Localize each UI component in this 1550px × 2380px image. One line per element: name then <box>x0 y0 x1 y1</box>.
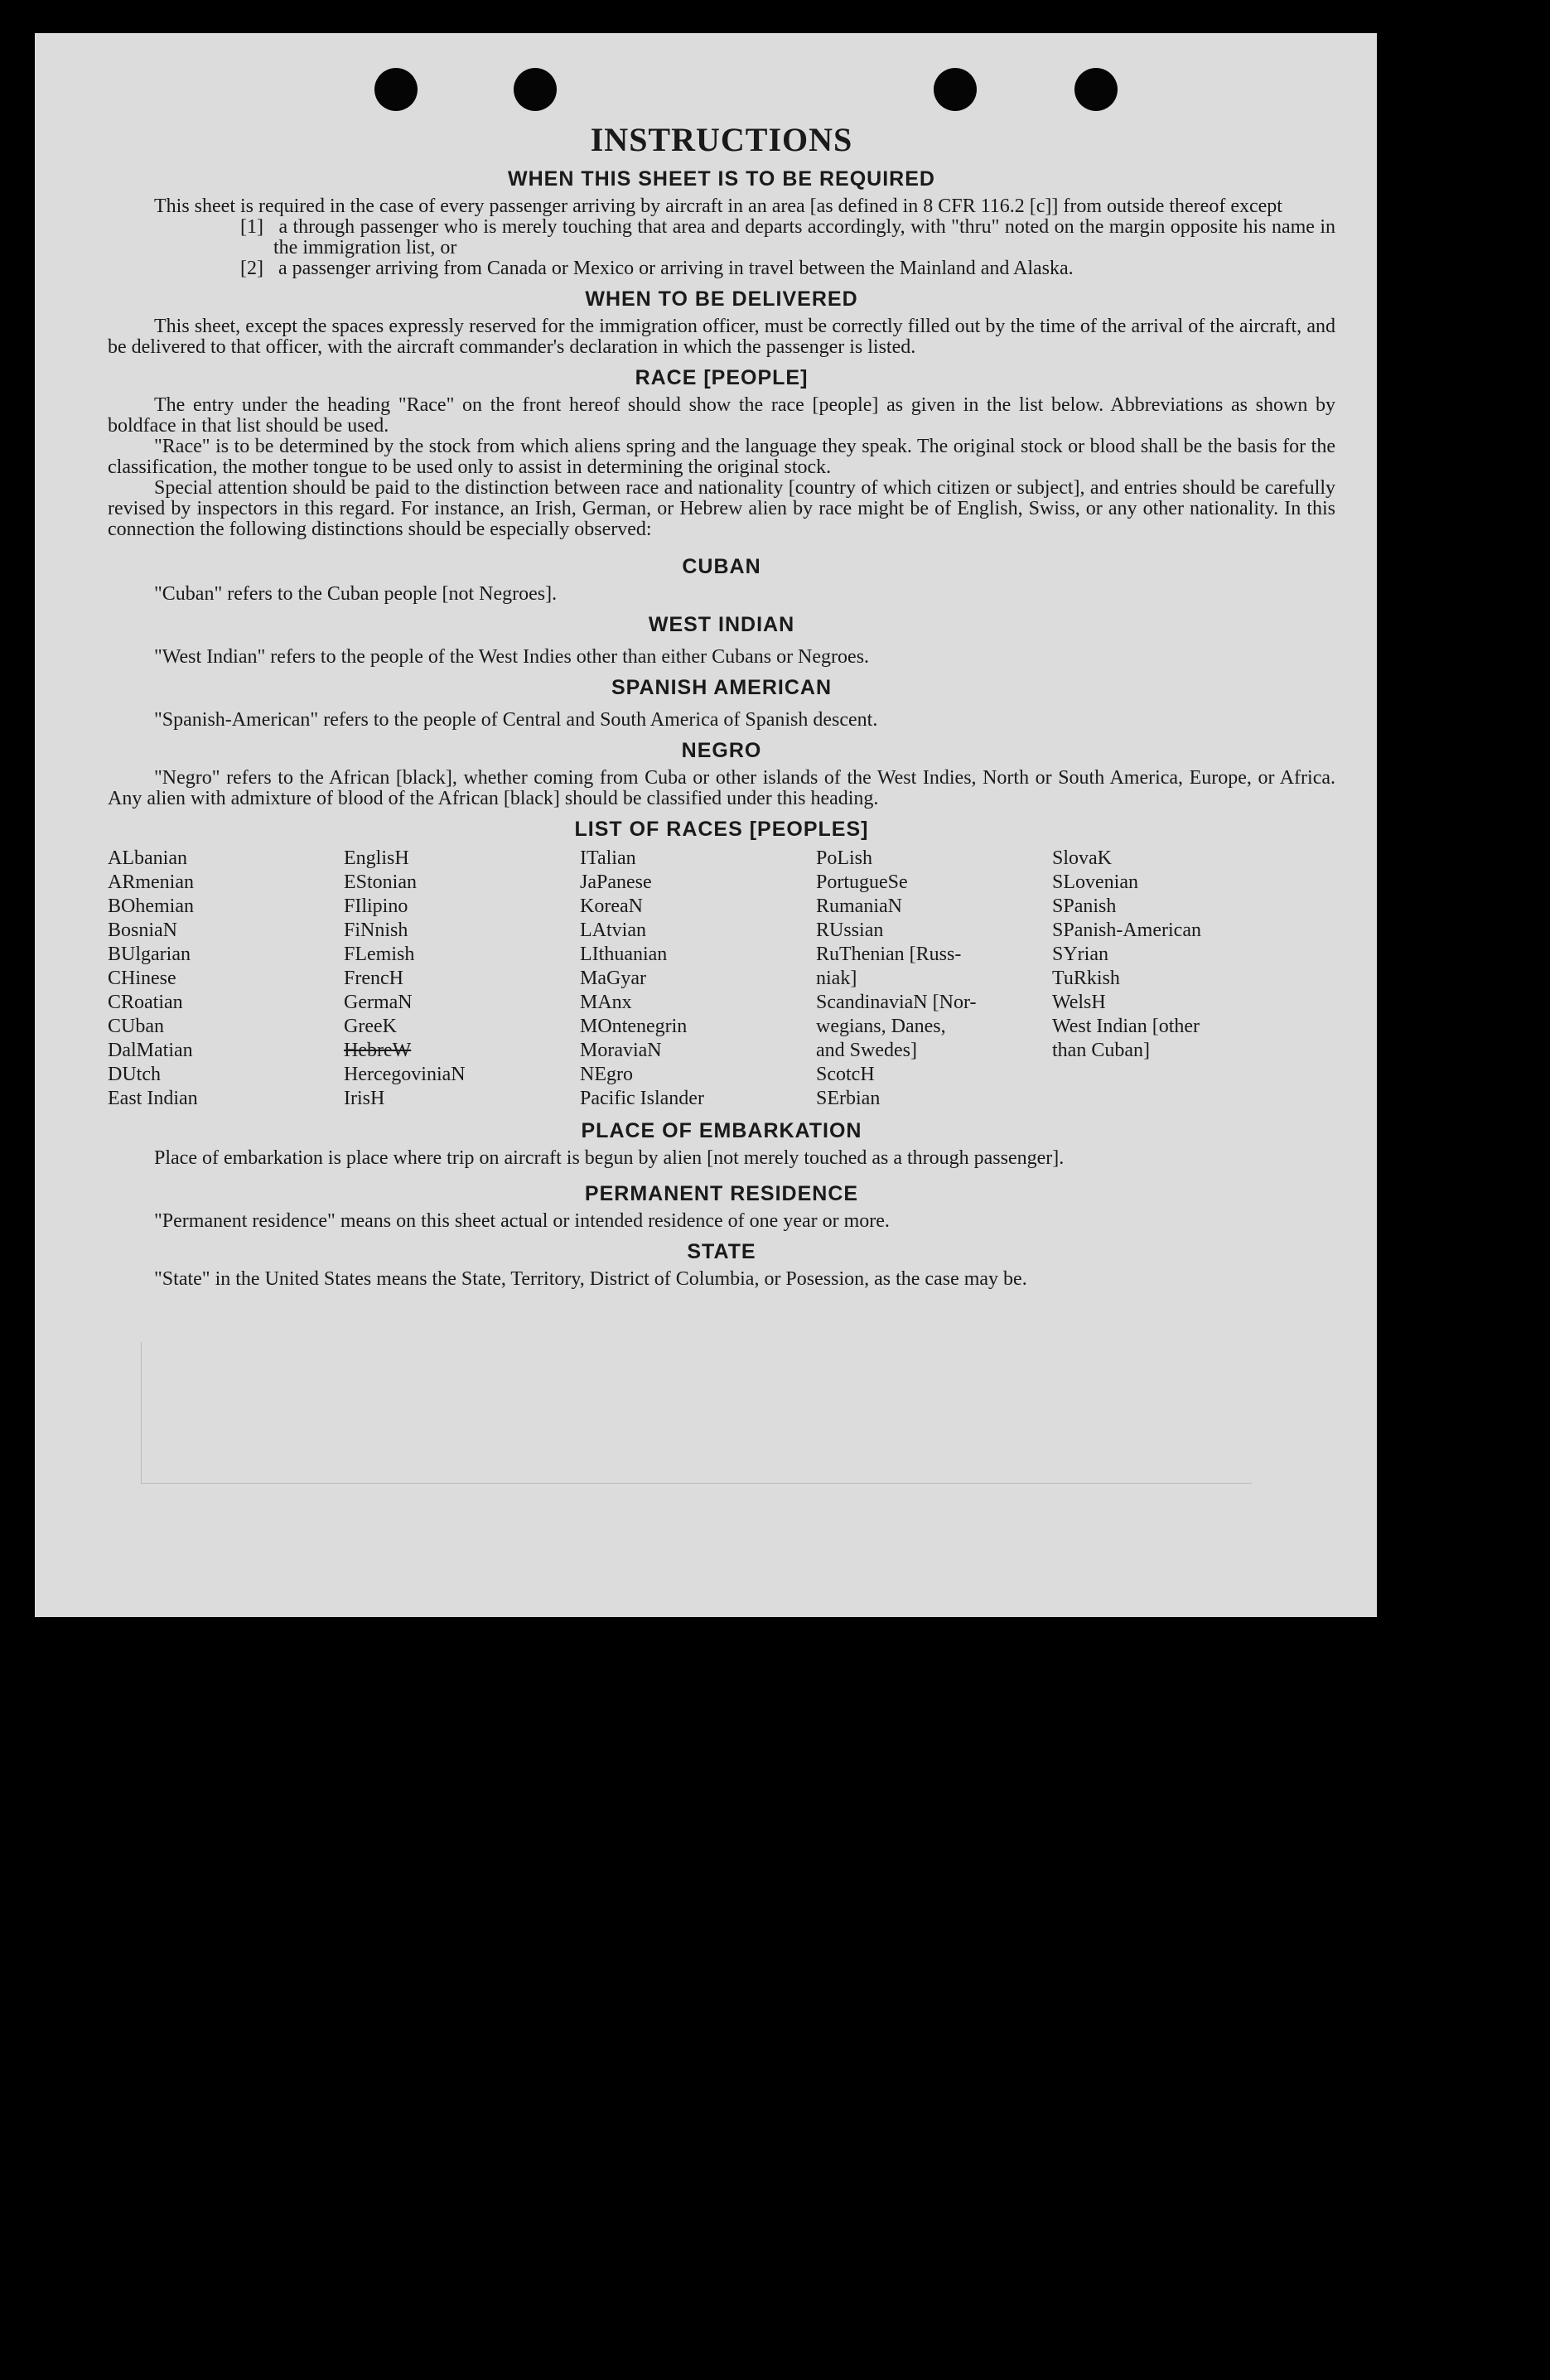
race-entry: MOntenegrin <box>580 1016 688 1037</box>
race-entry: GreeK <box>344 1016 397 1037</box>
race-entry: BUlgarian <box>108 944 191 965</box>
instructions-body <box>108 120 1335 1290</box>
race-entry: SPanish-American <box>1052 920 1201 941</box>
race-column <box>344 847 580 1111</box>
punch-hole-icon <box>1074 68 1118 111</box>
race-entry: NEgro <box>580 1064 633 1085</box>
punch-hole-icon <box>514 68 557 111</box>
race-entry: FrencH <box>344 968 403 989</box>
heading-negro: NEGRO <box>681 739 762 762</box>
heading-state: STATE <box>687 1240 756 1263</box>
race-entry: CHinese <box>108 968 176 989</box>
race-entry: EnglisH <box>344 847 409 869</box>
race-entry: JaPanese <box>580 871 652 893</box>
race-entry: BosniaN <box>108 920 177 941</box>
list-item <box>108 258 1335 279</box>
race-entry: CUban <box>108 1016 164 1037</box>
west-indian-text: "West Indian" refers to the people of the West Indies other than either Cubans or Negroes. <box>154 646 870 668</box>
race-entry: RumaniaN <box>816 896 902 917</box>
race-entry: FiNnish <box>344 920 408 941</box>
race-entry: ALbanian <box>108 847 187 869</box>
race-entry: SlovaK <box>1052 847 1112 869</box>
race-entry: LAtvian <box>580 920 646 941</box>
required-intro: This sheet is required in the case of every passenger arriving by aircraft in an area [as defined in 8 CFR 116.2 [c]] from outside thereof except <box>154 196 1282 217</box>
heading-cuban: CUBAN <box>682 555 761 578</box>
punch-hole-icon <box>374 68 418 111</box>
race-entry: CRoatian <box>108 992 183 1013</box>
race-entry: SErbian <box>816 1088 881 1109</box>
race-entry: DalMatian <box>108 1040 193 1061</box>
race-list <box>108 847 1335 1111</box>
race-entry: ScotcH <box>816 1064 875 1085</box>
delivered-text: This sheet, except the spaces expressly reserved for the immigration officer, must be correctly filled out by the time of the arrival of the aircraft, and be delivered to that officer, with the aircraft commander's declaration in which the passenger is listed. <box>108 316 1335 358</box>
race-entry: ARmenian <box>108 871 194 893</box>
race-paragraph: "Race" is to be determined by the stock from which aliens spring and the language they speak. The original stock or blood shall be the basis for the classification, the mother tongue to be used only to assist in determining the original stock. <box>108 436 1335 478</box>
race-entry: HercegoviniaN <box>344 1064 466 1085</box>
document-sheet <box>35 33 1377 1617</box>
embarkation-text: Place of embarkation is place where trip on aircraft is begun by alien [not merely touched as a through passenger]. <box>154 1147 1065 1169</box>
race-entry: ITalian <box>580 847 636 869</box>
cuban-text: "Cuban" refers to the Cuban people [not Negroes]. <box>154 583 558 605</box>
item-text: a passenger arriving from Canada or Mexico or arriving in travel between the Mainland and Alaska. <box>278 258 1074 279</box>
page-title: INSTRUCTIONS <box>590 121 853 158</box>
heading-race: RACE [PEOPLE] <box>635 366 809 389</box>
race-entry: KoreaN <box>580 896 643 917</box>
race-entry: MoraviaN <box>580 1040 662 1061</box>
race-column <box>580 847 816 1111</box>
race-entry: Pacific Islander <box>580 1088 704 1109</box>
race-entry: SLovenian <box>1052 871 1138 893</box>
race-entry: IrisH <box>344 1088 385 1109</box>
race-entry: GermaN <box>344 992 413 1013</box>
race-entry: MAnx <box>580 992 632 1013</box>
race-entry: RUssian <box>816 920 884 941</box>
residence-text: "Permanent residence" means on this sheet actual or intended residence of one year or more. <box>154 1210 890 1232</box>
punch-hole-icon <box>934 68 977 111</box>
race-column <box>108 847 344 1111</box>
race-entry: EStonian <box>344 871 417 893</box>
item-number: [1] <box>240 216 263 238</box>
spanish-american-text: "Spanish-American" refers to the people of Central and South America of Spanish descent. <box>154 709 878 731</box>
race-entry: SYrian <box>1052 944 1108 965</box>
race-entry: West Indian [other than Cuban] <box>1052 1016 1200 1061</box>
race-column <box>816 847 1052 1111</box>
list-item <box>108 217 1335 258</box>
negro-text: "Negro" refers to the African [black], whether coming from Cuba or other islands of the West Indies, North or South America, Europe, or Africa. Any alien with admixture of blood of the African [black] should be classified under this heading. <box>108 767 1335 809</box>
race-column <box>1052 847 1288 1111</box>
item-number: [2] <box>240 258 263 279</box>
heading-spanish-american: SPANISH AMERICAN <box>611 676 832 699</box>
race-entry: RuThenian [Russ- niak] <box>816 944 962 989</box>
race-paragraph: Special attention should be paid to the distinction between race and nationality [country of which citizen or subject], and entries should be carefully revised by inspectors in this regard. For instance, an Irish, German, or Hebrew alien by race might be of English, Swiss, or any other nationality. In this connection the following distinctions should be especially observed: <box>108 477 1335 540</box>
state-text: "State" in the United States means the State, Territory, District of Columbia, or Posession, as the case may be. <box>154 1268 1027 1290</box>
race-entry: LIthuanian <box>580 944 668 965</box>
race-entry: FIlipino <box>344 896 408 917</box>
heading-list-of-races: LIST OF RACES [PEOPLES] <box>574 818 869 841</box>
race-entry: MaGyar <box>580 968 646 989</box>
race-entry: WelsH <box>1052 992 1106 1013</box>
bleed-through-border <box>141 1342 1252 1484</box>
item-text: a through passenger who is merely touching that area and departs accordingly, with "thru" noted on the margin opposite his name in the immigration list, or <box>273 216 1336 258</box>
heading-embarkation: PLACE OF EMBARKATION <box>581 1119 862 1142</box>
heading-west-indian: WEST INDIAN <box>648 613 795 636</box>
race-entry: BOhemian <box>108 896 194 917</box>
race-entry: East Indian <box>108 1088 198 1109</box>
race-entry: PoLish <box>816 847 873 869</box>
race-entry: TuRkish <box>1052 968 1120 989</box>
race-entry: FLemish <box>344 944 415 965</box>
heading-residence: PERMANENT RESIDENCE <box>584 1182 859 1205</box>
race-entry-struck: HebreW <box>344 1040 412 1061</box>
race-entry: DUtch <box>108 1064 161 1085</box>
race-entry: ScandinaviaN [Nor- wegians, Danes, and Swedes] <box>816 992 977 1061</box>
race-entry: PortugueSe <box>816 871 908 893</box>
heading-required: WHEN THIS SHEET IS TO BE REQUIRED <box>508 167 935 191</box>
heading-delivered: WHEN TO BE DELIVERED <box>585 287 858 311</box>
race-paragraph: The entry under the heading "Race" on the front hereof should show the race [people] as given in the list below. Abbreviations as shown by boldface in that list should be used. <box>108 394 1335 437</box>
race-entry: SPanish <box>1052 896 1117 917</box>
